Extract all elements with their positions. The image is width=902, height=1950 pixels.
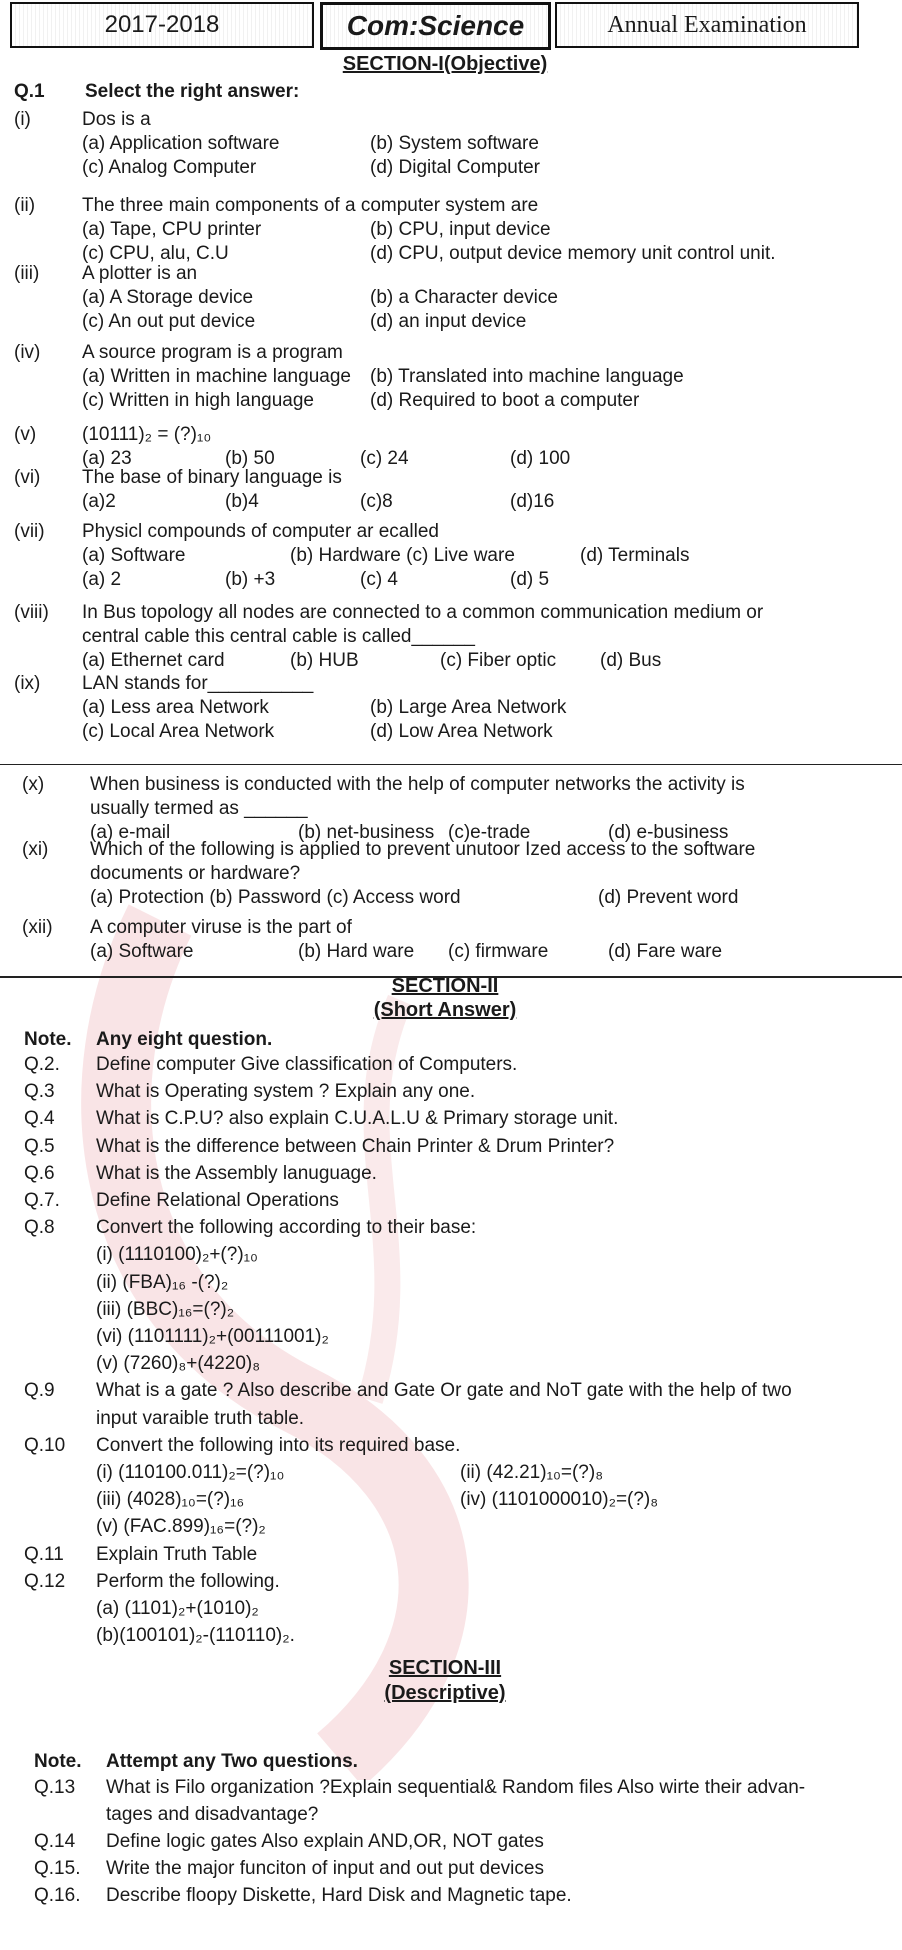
question-number: Q.8 bbox=[24, 1217, 55, 1239]
mcq-option: (d) e-business bbox=[608, 822, 729, 843]
mcq-option: (c) Local Area Network bbox=[82, 721, 275, 742]
mcq-number: (ii) bbox=[14, 195, 36, 216]
mcq-question: In Bus topology all nodes are connected to a common communication medium or bbox=[82, 602, 764, 623]
note-text: Any eight question. bbox=[96, 1029, 273, 1050]
mcq-question: Which of the following is applied to prevent unutoor Ized access to the software bbox=[90, 839, 756, 860]
mcq-question: documents or hardware? bbox=[90, 863, 301, 884]
question-text: What is the difference between Chain Printer & Drum Printer? bbox=[96, 1135, 615, 1157]
mcq-number: (v) bbox=[14, 424, 37, 445]
mcq-option: (a) Software bbox=[82, 545, 186, 566]
question-instruction: Select the right answer: bbox=[85, 81, 300, 102]
question-text: Convert the following into its required base. bbox=[96, 1434, 461, 1456]
mcq-question: The base of binary language is bbox=[82, 467, 342, 488]
mcq-option: (b) net-business bbox=[298, 822, 435, 843]
mcq-option: (c)e-trade bbox=[448, 822, 531, 843]
question-text: input varaible truth table. bbox=[96, 1407, 305, 1429]
mcq-option: (c) Fiber optic bbox=[440, 650, 557, 671]
mcq-number: (iv) bbox=[14, 342, 41, 363]
question-text: Perform the following. bbox=[96, 1570, 280, 1592]
question-number: Q.10 bbox=[24, 1434, 66, 1456]
mcq-question: When business is conducted with the help of computer networks the activity is bbox=[90, 774, 745, 795]
question-number: Q.15. bbox=[34, 1858, 81, 1879]
mcq-option: (b) CPU, input device bbox=[370, 219, 551, 240]
mcq-option: (d)16 bbox=[510, 491, 555, 512]
question-text: (v) (FAC.899)₁₆=(?)₂ bbox=[96, 1516, 266, 1538]
question-text: tages and disadvantage? bbox=[106, 1804, 319, 1825]
question-number: Q.6 bbox=[24, 1162, 55, 1184]
question-number: Q.13 bbox=[34, 1777, 76, 1798]
mcq-number: (x) bbox=[22, 774, 45, 795]
divider bbox=[0, 764, 902, 765]
mcq-option: (d) Bus bbox=[600, 650, 662, 671]
section-3-title: SECTION-III bbox=[388, 1657, 502, 1679]
section-2-subtitle: (Short Answer) bbox=[373, 999, 517, 1021]
mcq-option: (a) 2 bbox=[82, 569, 122, 590]
question-number: Q.12 bbox=[24, 1570, 66, 1592]
subject-title: Com:Science bbox=[320, 2, 551, 50]
mcq-option: (d) CPU, output device memory unit control unit. bbox=[370, 243, 776, 264]
question-text: Define logic gates Also explain AND,OR, NOT gates bbox=[106, 1831, 544, 1852]
question-text: What is C.P.U? also explain C.U.A.L.U & Primary storage unit. bbox=[96, 1108, 619, 1130]
mcq-option: (a) e-mail bbox=[90, 822, 171, 843]
question-text: (iii) (BBC)₁₆=(?)₂ bbox=[96, 1298, 235, 1320]
question-text: Explain Truth Table bbox=[96, 1543, 258, 1565]
question-number: Q.7. bbox=[24, 1190, 60, 1211]
mcq-option: (b)4 bbox=[225, 491, 259, 512]
mcq-option: (d) Fare ware bbox=[608, 941, 723, 962]
mcq-option: (c) CPU, alu, C.U bbox=[82, 243, 229, 264]
mcq-number: (vii) bbox=[14, 521, 45, 542]
question-text: (iii) (4028)₁₀=(?)₁₆ bbox=[96, 1489, 245, 1511]
mcq-option: (c) Written in high language bbox=[82, 390, 314, 411]
mcq-option: (b) +3 bbox=[225, 569, 276, 590]
mcq-option: (b) Hardware (c) Live ware bbox=[290, 545, 515, 566]
mcq-option: (c) 24 bbox=[360, 448, 409, 469]
mcq-option: (d) Terminals bbox=[580, 545, 690, 566]
mcq-option: (c)8 bbox=[360, 491, 393, 512]
mcq-number: (ix) bbox=[14, 673, 41, 694]
question-text: (ii) (42.21)₁₀=(?)₈ bbox=[460, 1462, 604, 1483]
section-1-title: SECTION-I(Objective) bbox=[342, 53, 548, 75]
question-text: (b)(100101)₂-(110110)₂. bbox=[96, 1625, 295, 1647]
question-text: (vi) (1101111)₂+(00111001)₂ bbox=[96, 1326, 329, 1347]
mcq-number: (xii) bbox=[22, 917, 53, 938]
mcq-option: (c) 4 bbox=[360, 569, 398, 590]
question-text: (ii) (FBA)₁₆ -(?)₂ bbox=[96, 1271, 229, 1293]
mcq-option: (b) Large Area Network bbox=[370, 697, 567, 718]
exam-year: 2017-2018 bbox=[10, 2, 314, 48]
question-text: Write the major funciton of input and out put devices bbox=[106, 1858, 544, 1879]
question-text: Describe floopy Diskette, Hard Disk and Magnetic tape. bbox=[106, 1885, 572, 1906]
question-text: (v) (7260)₈+(4220)₈ bbox=[96, 1353, 261, 1375]
mcq-question: A computer viruse is the part of bbox=[90, 917, 352, 938]
mcq-question: The three main components of a computer system are bbox=[82, 195, 539, 216]
mcq-number: (viii) bbox=[14, 602, 49, 623]
mcq-option: (a) Software bbox=[90, 941, 194, 962]
mcq-option: (b) System software bbox=[370, 133, 539, 154]
mcq-question: usually termed as ______ bbox=[90, 798, 308, 819]
exam-type: Annual Examination bbox=[555, 2, 859, 48]
mcq-option: (a) A Storage device bbox=[82, 287, 254, 308]
note-label: Note. bbox=[24, 1029, 72, 1050]
mcq-question: LAN stands for__________ bbox=[82, 673, 314, 694]
mcq-option: (d) an input device bbox=[370, 311, 527, 332]
mcq-number: (i) bbox=[14, 109, 31, 130]
question-number: Q.14 bbox=[34, 1831, 76, 1852]
question-text: What is Filo organization ?Explain sequential& Random files Also wirte their advan- bbox=[106, 1777, 806, 1798]
mcq-question: Dos is a bbox=[82, 109, 151, 130]
mcq-option: (a) Less area Network bbox=[82, 697, 269, 718]
mcq-question: Physicl compounds of computer ar ecalled bbox=[82, 521, 439, 542]
question-text: (i) (1110100)₂+(?)₁₀ bbox=[96, 1244, 258, 1266]
mcq-number: (vi) bbox=[14, 467, 41, 488]
question-number: Q.1 bbox=[14, 81, 45, 102]
question-number: Q.2. bbox=[24, 1054, 60, 1075]
question-text: Define Relational Operations bbox=[96, 1190, 339, 1211]
question-text: What is a gate ? Also describe and Gate Or gate and NoT gate with the help of two bbox=[96, 1380, 792, 1402]
question-number: Q.16. bbox=[34, 1885, 81, 1906]
mcq-option: (b) Translated into machine language bbox=[370, 366, 684, 387]
mcq-option: (d) Digital Computer bbox=[370, 157, 540, 178]
mcq-option: (b) Hard ware bbox=[298, 941, 415, 962]
mcq-option: (a)2 bbox=[82, 491, 116, 512]
question-number: Q.4 bbox=[24, 1108, 55, 1130]
mcq-option: (a) Protection (b) Password (c) Access word bbox=[90, 887, 461, 908]
mcq-option: (a) Tape, CPU printer bbox=[82, 219, 262, 240]
section-3-subtitle: (Descriptive) bbox=[384, 1682, 506, 1704]
section-2-title: SECTION-II bbox=[391, 975, 499, 997]
mcq-number: (iii) bbox=[14, 263, 40, 284]
question-text: What is the Assembly lanuguage. bbox=[96, 1162, 377, 1184]
question-text: (i) (110100.011)₂=(?)₁₀ bbox=[96, 1462, 285, 1483]
mcq-option: (b) 50 bbox=[225, 448, 275, 469]
mcq-question: (10111)₂ = (?)₁₀ bbox=[82, 424, 212, 445]
mcq-option: (b) a Character device bbox=[370, 287, 558, 308]
mcq-option: (c) firmware bbox=[448, 941, 549, 962]
question-number: Q.5 bbox=[24, 1135, 55, 1157]
question-text: Define computer Give classification of Computers. bbox=[96, 1054, 518, 1075]
question-text: Convert the following according to their base: bbox=[96, 1217, 477, 1239]
mcq-option: (a) Application software bbox=[82, 133, 280, 154]
question-number: Q.11 bbox=[24, 1543, 64, 1565]
mcq-option: (d) Required to boot a computer bbox=[370, 390, 640, 411]
question-text: (a) (1101)₂+(1010)₂ bbox=[96, 1598, 259, 1619]
mcq-option: (d) Prevent word bbox=[598, 887, 739, 908]
mcq-option: (a) Ethernet card bbox=[82, 650, 225, 671]
mcq-option: (d) 100 bbox=[510, 448, 571, 469]
question-text: What is Operating system ? Explain any one. bbox=[96, 1081, 476, 1103]
mcq-option: (c) An out put device bbox=[82, 311, 256, 332]
note-label: Note. bbox=[34, 1751, 82, 1772]
mcq-option: (d) 5 bbox=[510, 569, 550, 590]
mcq-question: A plotter is an bbox=[82, 263, 198, 284]
mcq-option: (a) 23 bbox=[82, 448, 132, 469]
question-number: Q.9 bbox=[24, 1380, 55, 1402]
mcq-option: (a) Written in machine language bbox=[82, 366, 351, 387]
mcq-question: central cable this central cable is called______ bbox=[82, 626, 475, 647]
note-text: Attempt any Two questions. bbox=[106, 1751, 358, 1772]
mcq-number: (xi) bbox=[22, 839, 49, 860]
mcq-option: (d) Low Area Network bbox=[370, 721, 553, 742]
mcq-option: (b) HUB bbox=[290, 650, 359, 671]
question-text: (iv) (1101000010)₂=(?)₈ bbox=[460, 1489, 659, 1511]
question-number: Q.3 bbox=[24, 1081, 55, 1103]
mcq-question: A source program is a program bbox=[82, 342, 343, 363]
mcq-option: (c) Analog Computer bbox=[82, 157, 257, 178]
